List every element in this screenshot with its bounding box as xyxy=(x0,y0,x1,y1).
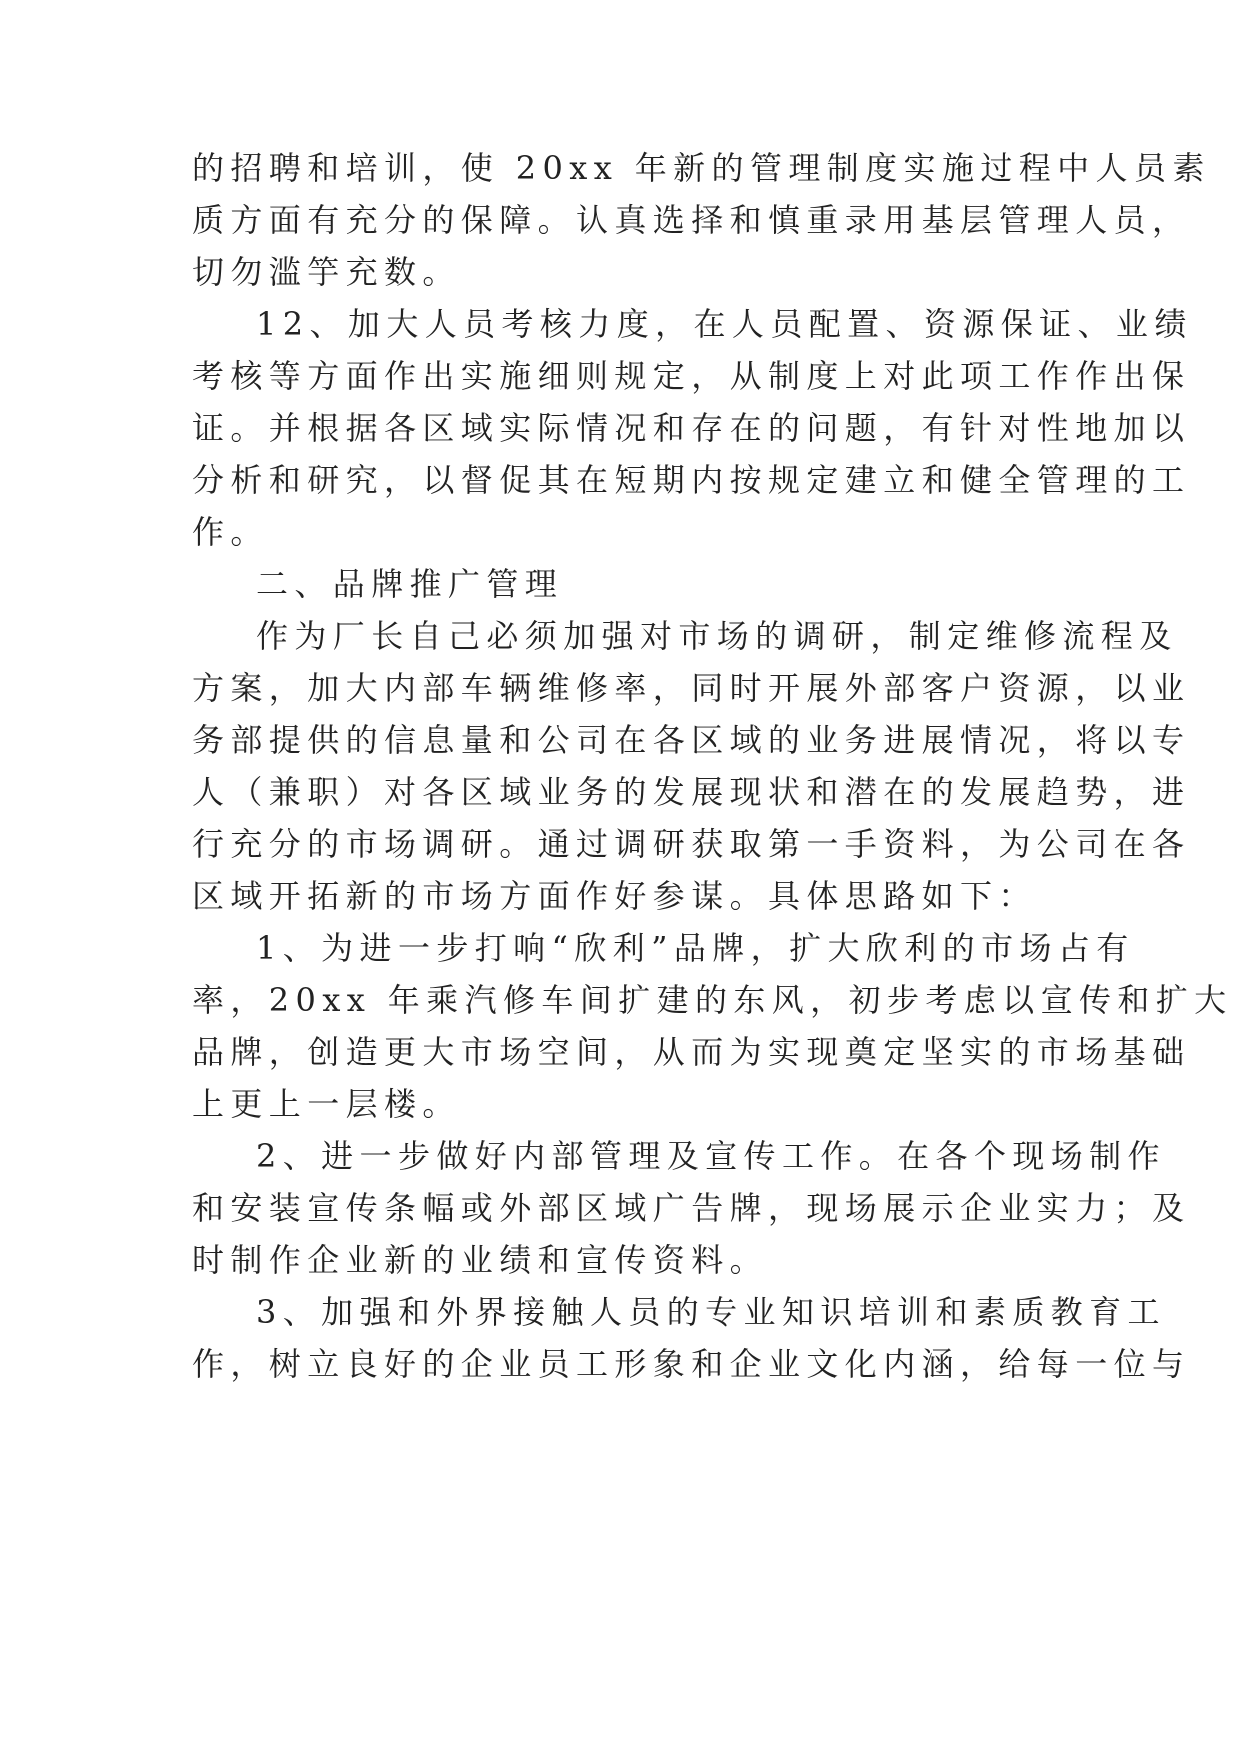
text-line: 质方面有充分的保障。认真选择和慎重录用基层管理人员， xyxy=(192,201,1191,239)
text-line: 分析和研究，以督促其在短期内按规定建立和健全管理的工 xyxy=(192,461,1191,499)
paragraph-first-line: 1、为进一步打响“欣利”品牌，扩大欣利的市场占有 xyxy=(256,929,1135,967)
text-line: 率，20xx 年乘汽修车间扩建的东风，初步考虑以宣传和扩大 xyxy=(192,981,1233,1019)
text-line: 人（兼职）对各区域业务的发展现状和潜在的发展趋势，进 xyxy=(192,773,1191,811)
text-line: 切勿滥竽充数。 xyxy=(192,253,461,291)
text-line: 的招聘和培训，使 20xx 年新的管理制度实施过程中人员素 xyxy=(192,149,1211,187)
text-line: 考核等方面作出实施细则规定，从制度上对此项工作作出保 xyxy=(192,357,1191,395)
text-line: 行充分的市场调研。通过调研获取第一手资料，为公司在各 xyxy=(192,825,1191,863)
paragraph-first-line: 12、加大人员考核力度，在人员配置、资源保证、业绩 xyxy=(256,305,1193,343)
text-line: 作，树立良好的企业员工形象和企业文化内涵，给每一位与 xyxy=(192,1345,1191,1383)
text-line: 和安装宣传条幅或外部区域广告牌，现场展示企业实力；及 xyxy=(192,1189,1191,1227)
paragraph-first-line: 作为厂长自己必须加强对市场的调研，制定维修流程及 xyxy=(256,617,1178,655)
section-heading: 二、品牌推广管理 xyxy=(256,565,564,603)
text-line: 证。并根据各区域实际情况和存在的问题，有针对性地加以 xyxy=(192,409,1191,447)
paragraph-first-line: 2、进一步做好内部管理及宣传工作。在各个现场制作 xyxy=(256,1137,1166,1175)
paragraph-first-line: 3、加强和外界接触人员的专业知识培训和素质教育工 xyxy=(256,1293,1166,1331)
text-line: 时制作企业新的业绩和宣传资料。 xyxy=(192,1241,769,1279)
text-line: 作。 xyxy=(192,513,269,551)
text-line: 上更上一层楼。 xyxy=(192,1085,461,1123)
text-line: 品牌，创造更大市场空间，从而为实现奠定坚实的市场基础 xyxy=(192,1033,1191,1071)
text-line: 方案，加大内部车辆维修率，同时开展外部客户资源，以业 xyxy=(192,669,1191,707)
text-line: 区域开拓新的市场方面作好参谋。具体思路如下： xyxy=(192,877,1037,915)
text-line: 务部提供的信息量和公司在各区域的业务进展情况，将以专 xyxy=(192,721,1191,759)
